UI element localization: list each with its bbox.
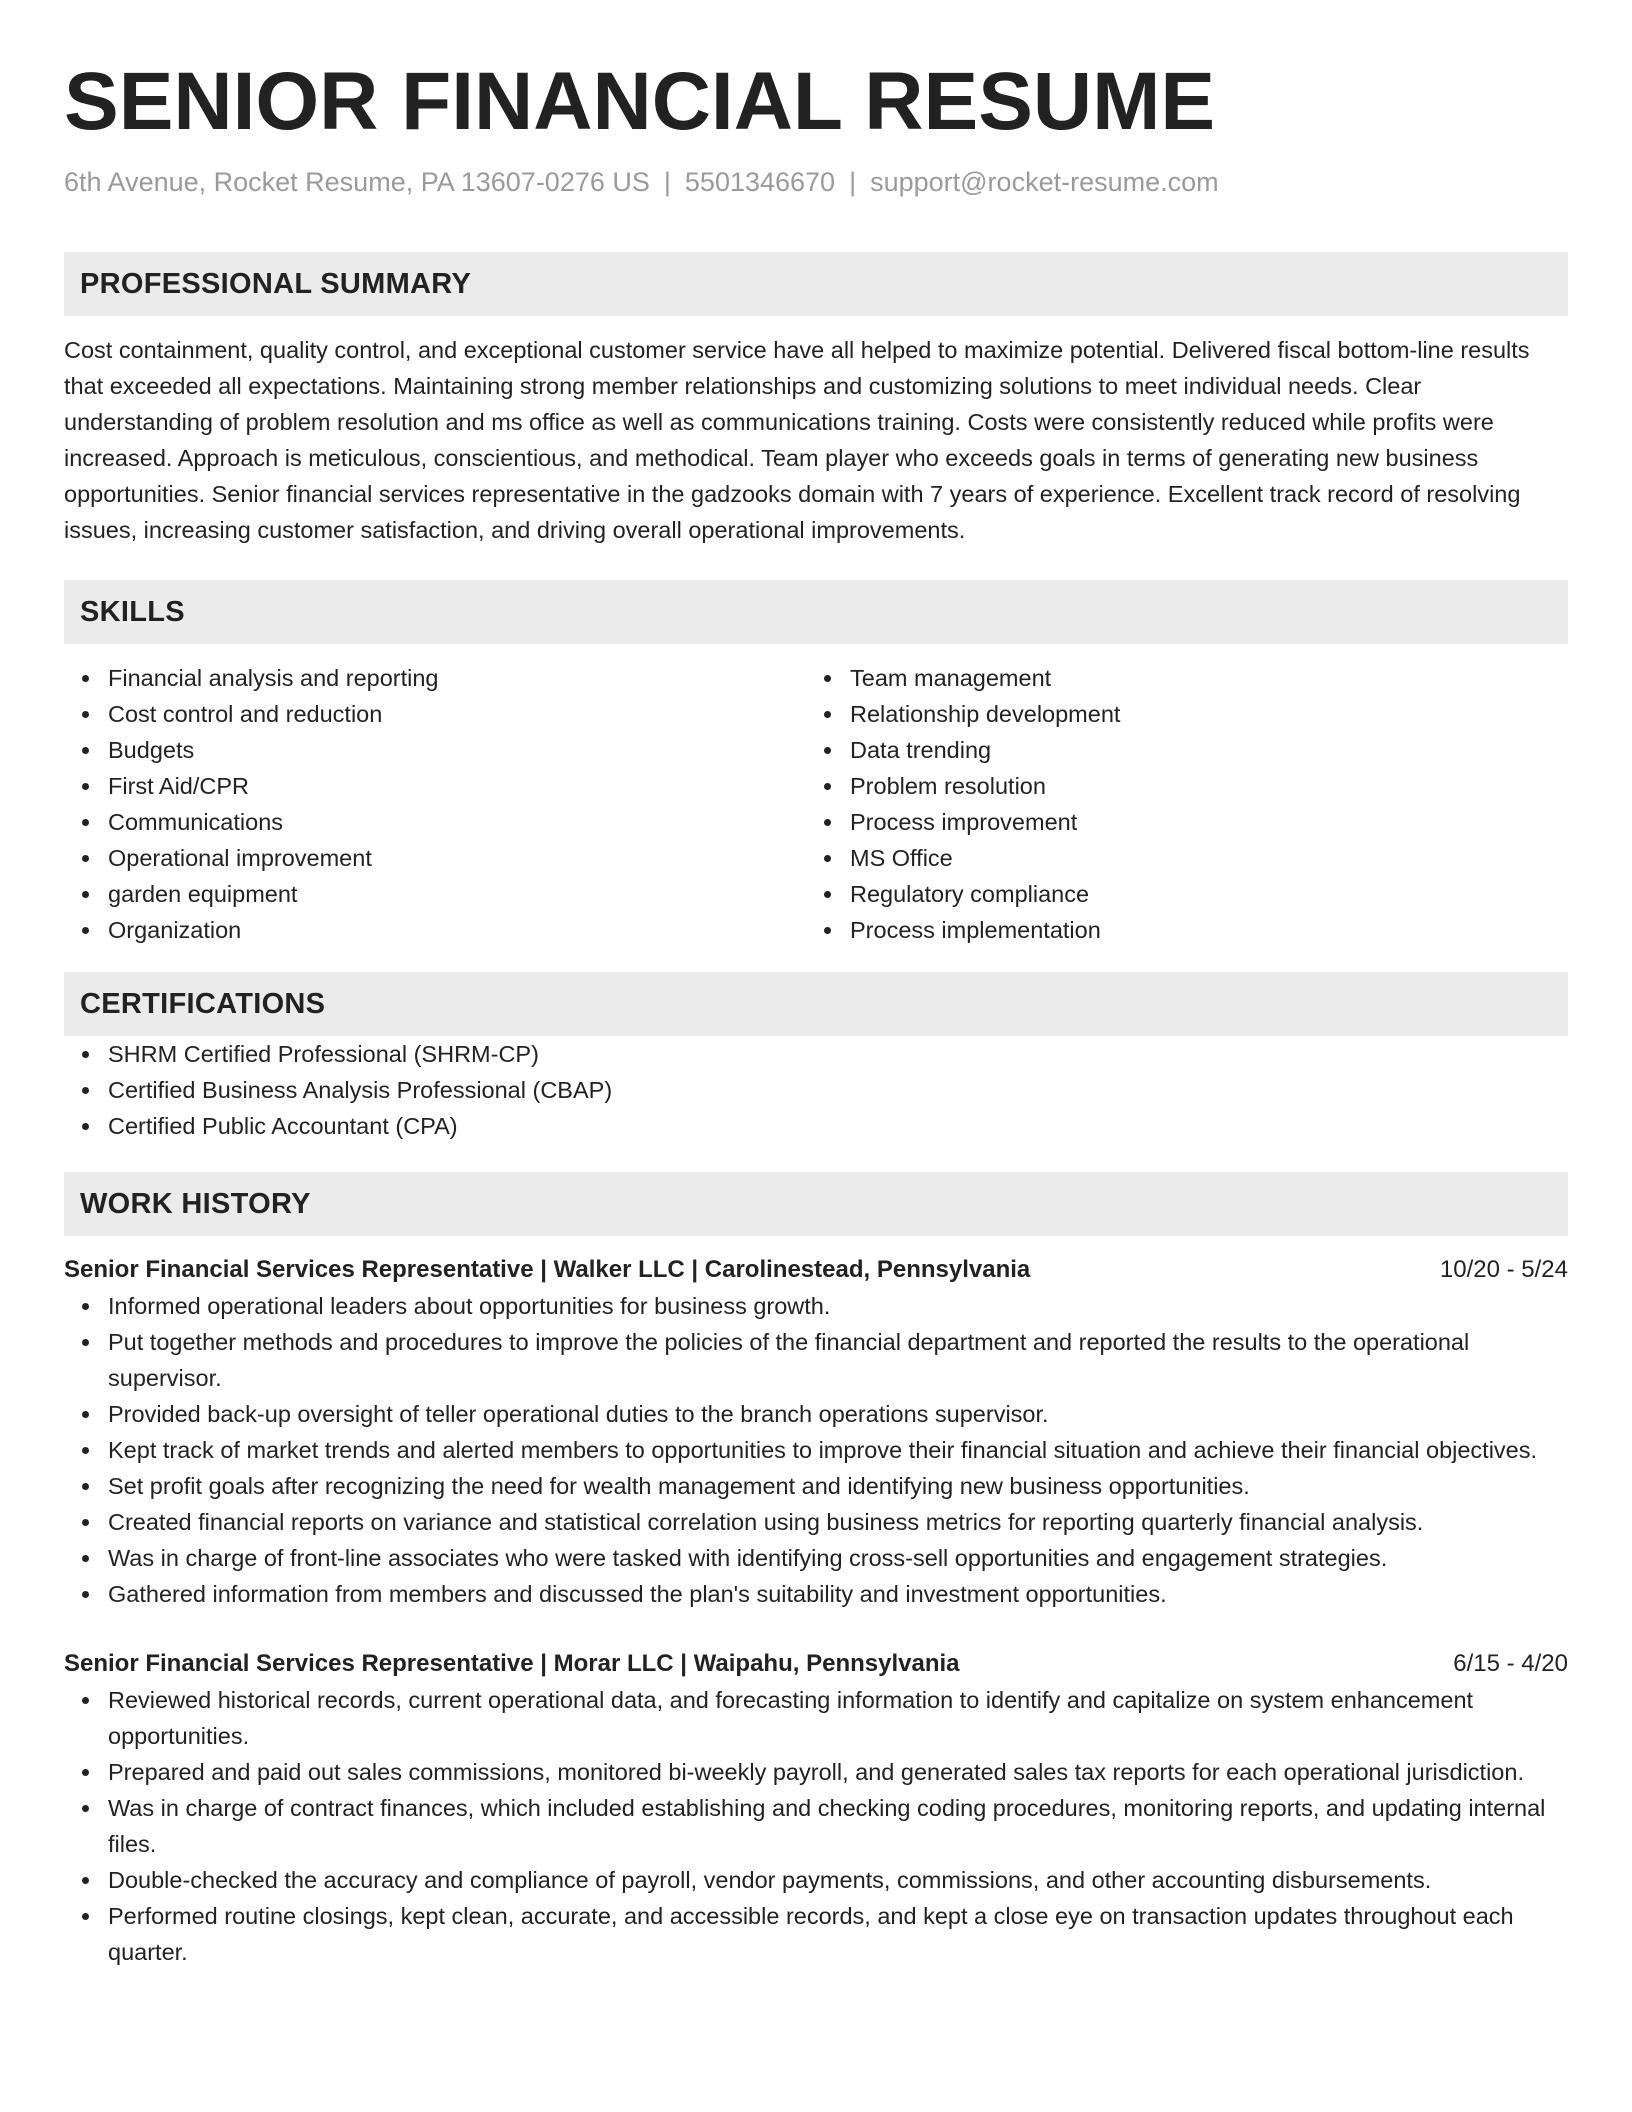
bullet-icon [82,1303,89,1310]
bullet-icon [82,1591,89,1598]
job-bullet-text: Was in charge of contract finances, which included establishing and checking coding procedures, monitoring reports, and updating internal files. [108,1795,1546,1857]
skill-item [64,912,806,948]
contact-address: 6th Avenue, Rocket Resume, PA 13607-0276 US [64,167,650,197]
skill-item-text: Communications [108,809,284,835]
job-bullet [64,1324,1568,1396]
skill-item-text: garden equipment [108,881,298,907]
certifications-list [64,1036,1568,1144]
bullet-icon [82,855,89,862]
bullet-icon [824,927,831,934]
skill-item-text: Cost control and reduction [108,701,383,727]
job-bullet [64,1862,1568,1898]
skill-item-text: Operational improvement [108,845,372,871]
contact-phone: 5501346670 [684,167,836,197]
job-bullet [64,1898,1568,1970]
skills-column-right [806,660,1548,948]
certification-item [64,1036,1568,1072]
skill-item [64,876,806,912]
job-bullet [64,1790,1568,1862]
bullet-icon [82,1519,89,1526]
resume-title: SENIOR FINANCIAL RESUME [64,56,1216,147]
job-bullet-text: Reviewed historical records, current operational data, and forecasting information to identify and capitalize on system enhancement opportunities. [108,1687,1474,1749]
section-heading-summary: PROFESSIONAL SUMMARY [64,252,1568,316]
skill-item [806,876,1548,912]
skill-item [806,768,1548,804]
skill-item-text: Process implementation [850,917,1101,943]
job-bullet [64,1540,1568,1576]
job-title: Senior Financial Services Representative | Walker LLC | Carolinestead, Pennsylvania [64,1256,1031,1283]
skills-column-left [64,660,806,948]
job-bullet-text: Performed routine closings, kept clean, accurate, and accessible records, and kept a close eye on transaction updates throughout each quarter. [108,1903,1514,1965]
bullet-icon [824,891,831,898]
skill-item [64,840,806,876]
bullet-icon [82,783,89,790]
skill-item [64,732,806,768]
certification-item [64,1108,1568,1144]
job-bullet [64,1288,1568,1324]
bullet-icon [82,747,89,754]
bullet-icon [82,819,89,826]
job-bullet-text: Double-checked the accuracy and compliance of payroll, vendor payments, commissions, and other accounting disbursements. [108,1867,1432,1893]
certification-item-text: SHRM Certified Professional (SHRM-CP) [108,1041,539,1067]
skill-item [806,732,1548,768]
skill-item-text: Organization [108,917,242,943]
job-bullet [64,1396,1568,1432]
summary-paragraph: Cost containment, quality control, and exceptional customer service have all helped to maximize potential. Delivered fiscal bottom-line results that exceeded all expectations. Maintaining strong member relationships and customizing solutions to meet individual needs. Clear understanding of problem resolution and ms office as well as communications training. Costs were consistently reduced while profits were increased. Approach is meticulous, conscientious, and methodical. Team player who exceeds goals in terms of generating new business opportunities. Senior financial services representative in the gadzooks domain with 7 years of experience. Excellent track record of resolving issues, increasing customer satisfaction, and driving overall operational improvements. [64,337,1530,543]
job-bullet-text: Created financial reports on variance and statistical correlation using business metrics for reporting quarterly financial analysis. [108,1509,1424,1535]
skill-item [64,804,806,840]
contact-email: support@rocket-resume.com [870,167,1219,197]
bullet-icon [824,711,831,718]
job-bullet-text: Prepared and paid out sales commissions, monitored bi-weekly payroll, and generated sales tax reports for each operational jurisdiction. [108,1759,1524,1785]
job-bullets [64,1288,1568,1612]
skill-item-text: Regulatory compliance [850,881,1090,907]
job-dates: 6/15 - 4/20 [1453,1650,1568,1677]
contact-line [64,164,1568,200]
bullet-icon [82,927,89,934]
bullet-icon [82,1123,89,1130]
section-heading-certifications: CERTIFICATIONS [64,972,1568,1036]
job-header [64,1646,1568,1682]
bullet-icon [82,1805,89,1812]
contact-separator: | [663,167,671,197]
job-bullet [64,1468,1568,1504]
skill-item-text: First Aid/CPR [108,773,250,799]
bullet-icon [824,819,831,826]
section-heading-work-history: WORK HISTORY [64,1172,1568,1236]
job-bullets [64,1682,1568,1970]
bullet-icon [824,855,831,862]
job-bullet-text: Provided back-up oversight of teller operational duties to the branch operations supervisor. [108,1401,1049,1427]
job-bullet [64,1682,1568,1754]
job-title: Senior Financial Services Representative | Morar LLC | Waipahu, Pennsylvania [64,1650,960,1677]
bullet-icon [824,747,831,754]
bullet-icon [82,711,89,718]
job-bullet-text: Informed operational leaders about opportunities for business growth. [108,1293,831,1319]
job-entry [64,1252,1568,1612]
bullet-icon [82,1877,89,1884]
skill-item-text: Budgets [108,737,195,763]
job-bullet-text: Was in charge of front-line associates who were tasked with identifying cross-sell opportunities and engagement strategies. [108,1545,1388,1571]
bullet-icon [82,891,89,898]
job-bullet-text: Set profit goals after recognizing the need for wealth management and identifying new business opportunities. [108,1473,1250,1499]
bullet-icon [82,1483,89,1490]
job-bullet-text: Kept track of market trends and alerted members to opportunities to improve their financial situation and achieve their financial objectives. [108,1437,1538,1463]
bullet-icon [82,675,89,682]
job-bullet-text: Put together methods and procedures to improve the policies of the financial department and reported the results to the operational supervisor. [108,1329,1470,1391]
skill-item-text: Financial analysis and reporting [108,665,439,691]
certification-item-text: Certified Public Accountant (CPA) [108,1113,458,1139]
bullet-icon [82,1447,89,1454]
skill-item [64,660,806,696]
job-bullet [64,1576,1568,1612]
skill-item [806,804,1548,840]
skill-item [64,768,806,804]
bullet-icon [824,675,831,682]
skill-item-text: Problem resolution [850,773,1046,799]
skills-grid [64,660,1568,948]
skill-item [806,660,1548,696]
bullet-icon [82,1339,89,1346]
skill-item [806,696,1548,732]
skill-item-text: Team management [850,665,1052,691]
certification-item-text: Certified Business Analysis Professional (CBAP) [108,1077,613,1103]
bullet-icon [82,1411,89,1418]
skill-item-text: Data trending [850,737,992,763]
bullet-icon [82,1051,89,1058]
job-bullet-text: Gathered information from members and discussed the plan's suitability and investment opportunities. [108,1581,1167,1607]
job-bullet [64,1432,1568,1468]
skill-item-text: Process improvement [850,809,1078,835]
bullet-icon [82,1769,89,1776]
job-entry [64,1646,1568,1970]
job-header [64,1252,1568,1288]
section-heading-skills: SKILLS [64,580,1568,644]
skill-item [806,840,1548,876]
bullet-icon [82,1555,89,1562]
skill-item-text: Relationship development [850,701,1121,727]
skill-item [806,912,1548,948]
bullet-icon [824,783,831,790]
certification-item [64,1072,1568,1108]
job-dates: 10/20 - 5/24 [1439,1256,1568,1283]
bullet-icon [82,1913,89,1920]
job-bullet [64,1754,1568,1790]
bullet-icon [82,1087,89,1094]
skill-item-text: MS Office [850,845,953,871]
bullet-icon [82,1697,89,1704]
skill-item [64,696,806,732]
contact-separator: | [849,167,857,197]
job-bullet [64,1504,1568,1540]
